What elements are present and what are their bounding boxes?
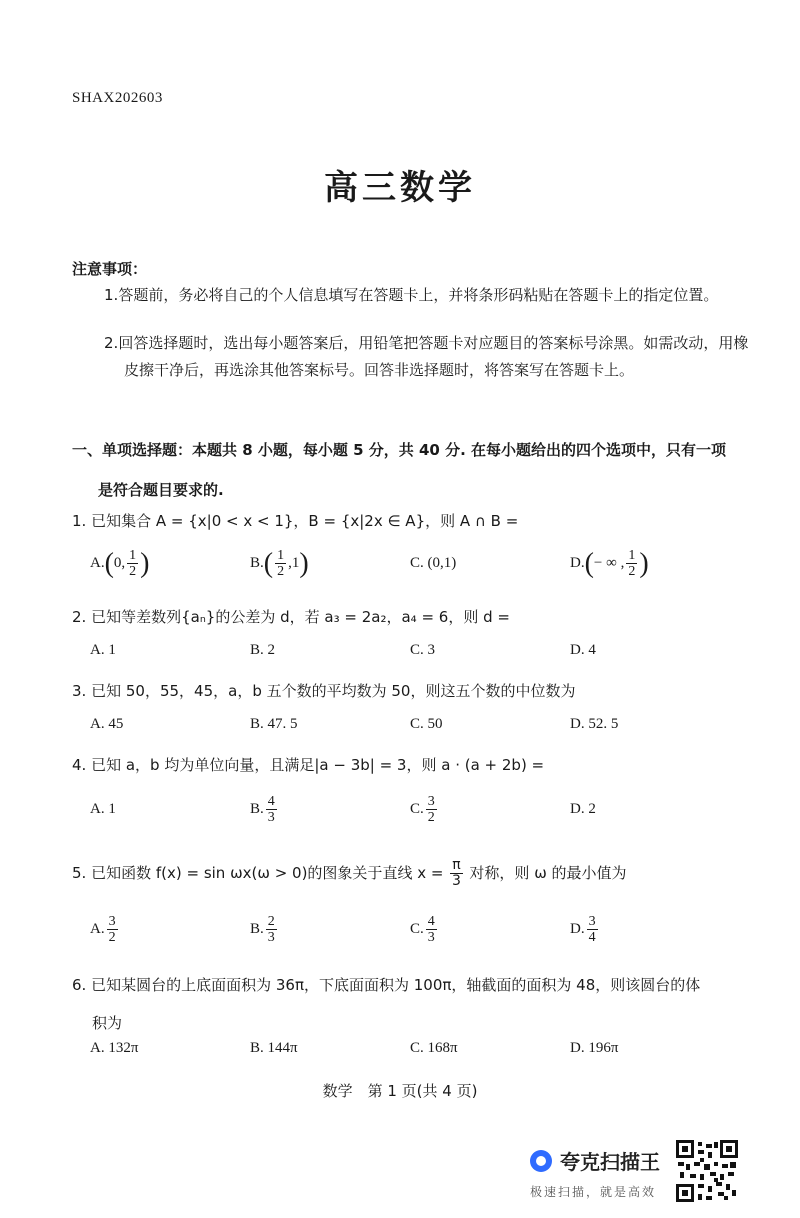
brand-name: 夸克扫描王 <box>560 1150 660 1174</box>
question-5-options <box>90 914 730 945</box>
quark-logo-icon <box>530 1150 552 1172</box>
question-4-options <box>90 794 730 825</box>
fraction: $\frac{3}{2}$ <box>108 914 116 945</box>
section-line-2: 是符合题目要求的. <box>98 481 224 499</box>
exam-code: SHAX202603 <box>72 90 163 106</box>
notice-item-text: 答题前，务必将自己的个人信息填写在答题卡上，并将条形码粘贴在答题卡上的指定位置。 <box>118 286 719 304</box>
question-1-options <box>90 548 730 579</box>
fraction: $\frac{3}{4}$ <box>588 914 596 945</box>
section-line-1: 一、单项选择题：本题共 8 小题，每小题 5 分，共 40 分. 在每小题给出的四个选项中，只有一项 <box>72 441 727 459</box>
notice-item-2 <box>104 330 754 384</box>
question-2: 2. 已知等差数列{aₙ}的公差为 d，若 a₃ = 2a₂，a₄ = 6，则 d = <box>72 608 510 626</box>
question-3-options <box>90 716 730 733</box>
question-stem: 已知某圆台的上底面面积为 36π，下底面面积为 100π，轴截面的面积为 48，则该圆台的体 <box>91 976 701 994</box>
option-c: C. 3 <box>410 642 436 658</box>
option-a: A. 1 <box>90 801 116 817</box>
option-d: D. $\frac{3}{4}$ <box>570 914 596 945</box>
notice-heading: 注意事项： <box>72 260 148 278</box>
option-b: B. 2 <box>250 642 276 658</box>
question-stem-continued: 积为 <box>92 1014 123 1032</box>
notice-item-num: 1. <box>104 286 119 304</box>
fraction: $\frac{3}{2}$ <box>427 794 435 825</box>
option-a: A. ( 0, $\frac{1}{2}$ ) <box>90 547 150 579</box>
page-title: 高三数学 <box>324 168 476 208</box>
question-stem: 已知集合 A = {x|0 < x < 1}，B = {x|2x ∈ A}，则 A ∩ B = <box>91 512 519 530</box>
option-c: C. 168π <box>410 1040 458 1056</box>
option-a: A. 1 <box>90 642 116 658</box>
question-3: 3. 已知 50，55，45，a，b 五个数的平均数为 50，则这五个数的中位数为 <box>72 682 576 700</box>
question-6: 6. 已知某圆台的上底面面积为 36π，下底面面积为 100π，轴截面的面积为 48，则该圆台的体 积为 <box>72 966 732 1042</box>
page-footer: 数学 第 1 页(共 4 页) <box>322 1082 478 1100</box>
option-b: B. 144π <box>250 1040 298 1056</box>
fraction: $\frac{4}{3}$ <box>427 914 435 945</box>
section-heading <box>72 430 732 510</box>
option-d: D. 196π <box>570 1040 619 1056</box>
fraction: $\frac{1}{2}$ <box>277 548 285 579</box>
option-a: A. 45 <box>90 716 124 732</box>
question-stem: 已知 50，55，45，a，b 五个数的平均数为 50，则这五个数的中位数为 <box>91 682 576 700</box>
option-d: D. 52. 5 <box>570 716 619 732</box>
notice-item-num: 2. <box>104 334 119 352</box>
option-d: D. ( − ∞ , $\frac{1}{2}$ ) <box>570 547 649 579</box>
option-a: A. 132π <box>90 1040 139 1056</box>
question-stem-pre: 已知函数 f(x) = sin ωx(ω > 0)的图象关于直线 x = <box>91 864 444 882</box>
question-stem: 已知 a，b 均为单位向量，且满足|a − 3b| = 3，则 a · (a + 2b) = <box>91 756 545 774</box>
option-c: C. (0,1) <box>410 555 457 571</box>
question-5: 5. 已知函数 f(x) = sin ωx(ω > 0)的图象关于直线 x = $\frac{\pi}{3}$ 对称，则 ω 的最小值为 <box>72 857 627 889</box>
qr-code-icon <box>676 1140 738 1202</box>
question-stem: 已知等差数列{aₙ}的公差为 d，若 a₃ = 2a₂，a₄ = 6，则 d = <box>91 608 510 626</box>
option-b: B. $\frac{2}{3}$ <box>250 914 275 945</box>
fraction: $\frac{2}{3}$ <box>267 914 275 945</box>
question-2-options <box>90 642 730 659</box>
scanner-brand <box>530 1146 660 1175</box>
fraction: $\frac{1}{2}$ <box>628 548 636 579</box>
option-b: B. 47. 5 <box>250 716 298 732</box>
option-c: C. $\frac{4}{3}$ <box>410 914 435 945</box>
fraction: $\frac{\pi}{3}$ <box>451 857 461 889</box>
option-c: C. $\frac{3}{2}$ <box>410 794 435 825</box>
brand-slogan: 极速扫描，就是高效 <box>530 1185 657 1199</box>
notice-item-1 <box>104 282 754 309</box>
question-num: 1. <box>72 512 87 530</box>
option-c: C. 50 <box>410 716 443 732</box>
question-stem-post: 对称，则 ω 的最小值为 <box>469 864 627 882</box>
notice-item-text: 回答选择题时，选出每小题答案后，用铅笔把答题卡对应题目的答案标号涂黑。如需改动，用橡皮擦干净后，再选涂其他答案标号。回答非选择题时，将答案写在答题卡上。 <box>118 334 749 379</box>
option-d: D. 2 <box>570 801 596 817</box>
question-4: 4. 已知 a，b 均为单位向量，且满足|a − 3b| = 3，则 a · (a + 2b) = <box>72 756 545 774</box>
option-b: B. ( $\frac{1}{2}$ ,1 ) <box>250 547 309 579</box>
fraction: $\frac{1}{2}$ <box>129 548 137 579</box>
question-6-options <box>90 1040 730 1057</box>
question-1 <box>72 508 732 534</box>
option-a: A. $\frac{3}{2}$ <box>90 914 116 945</box>
option-d: D. 4 <box>570 642 596 658</box>
option-b: B. $\frac{4}{3}$ <box>250 794 275 825</box>
fraction: $\frac{4}{3}$ <box>267 794 275 825</box>
